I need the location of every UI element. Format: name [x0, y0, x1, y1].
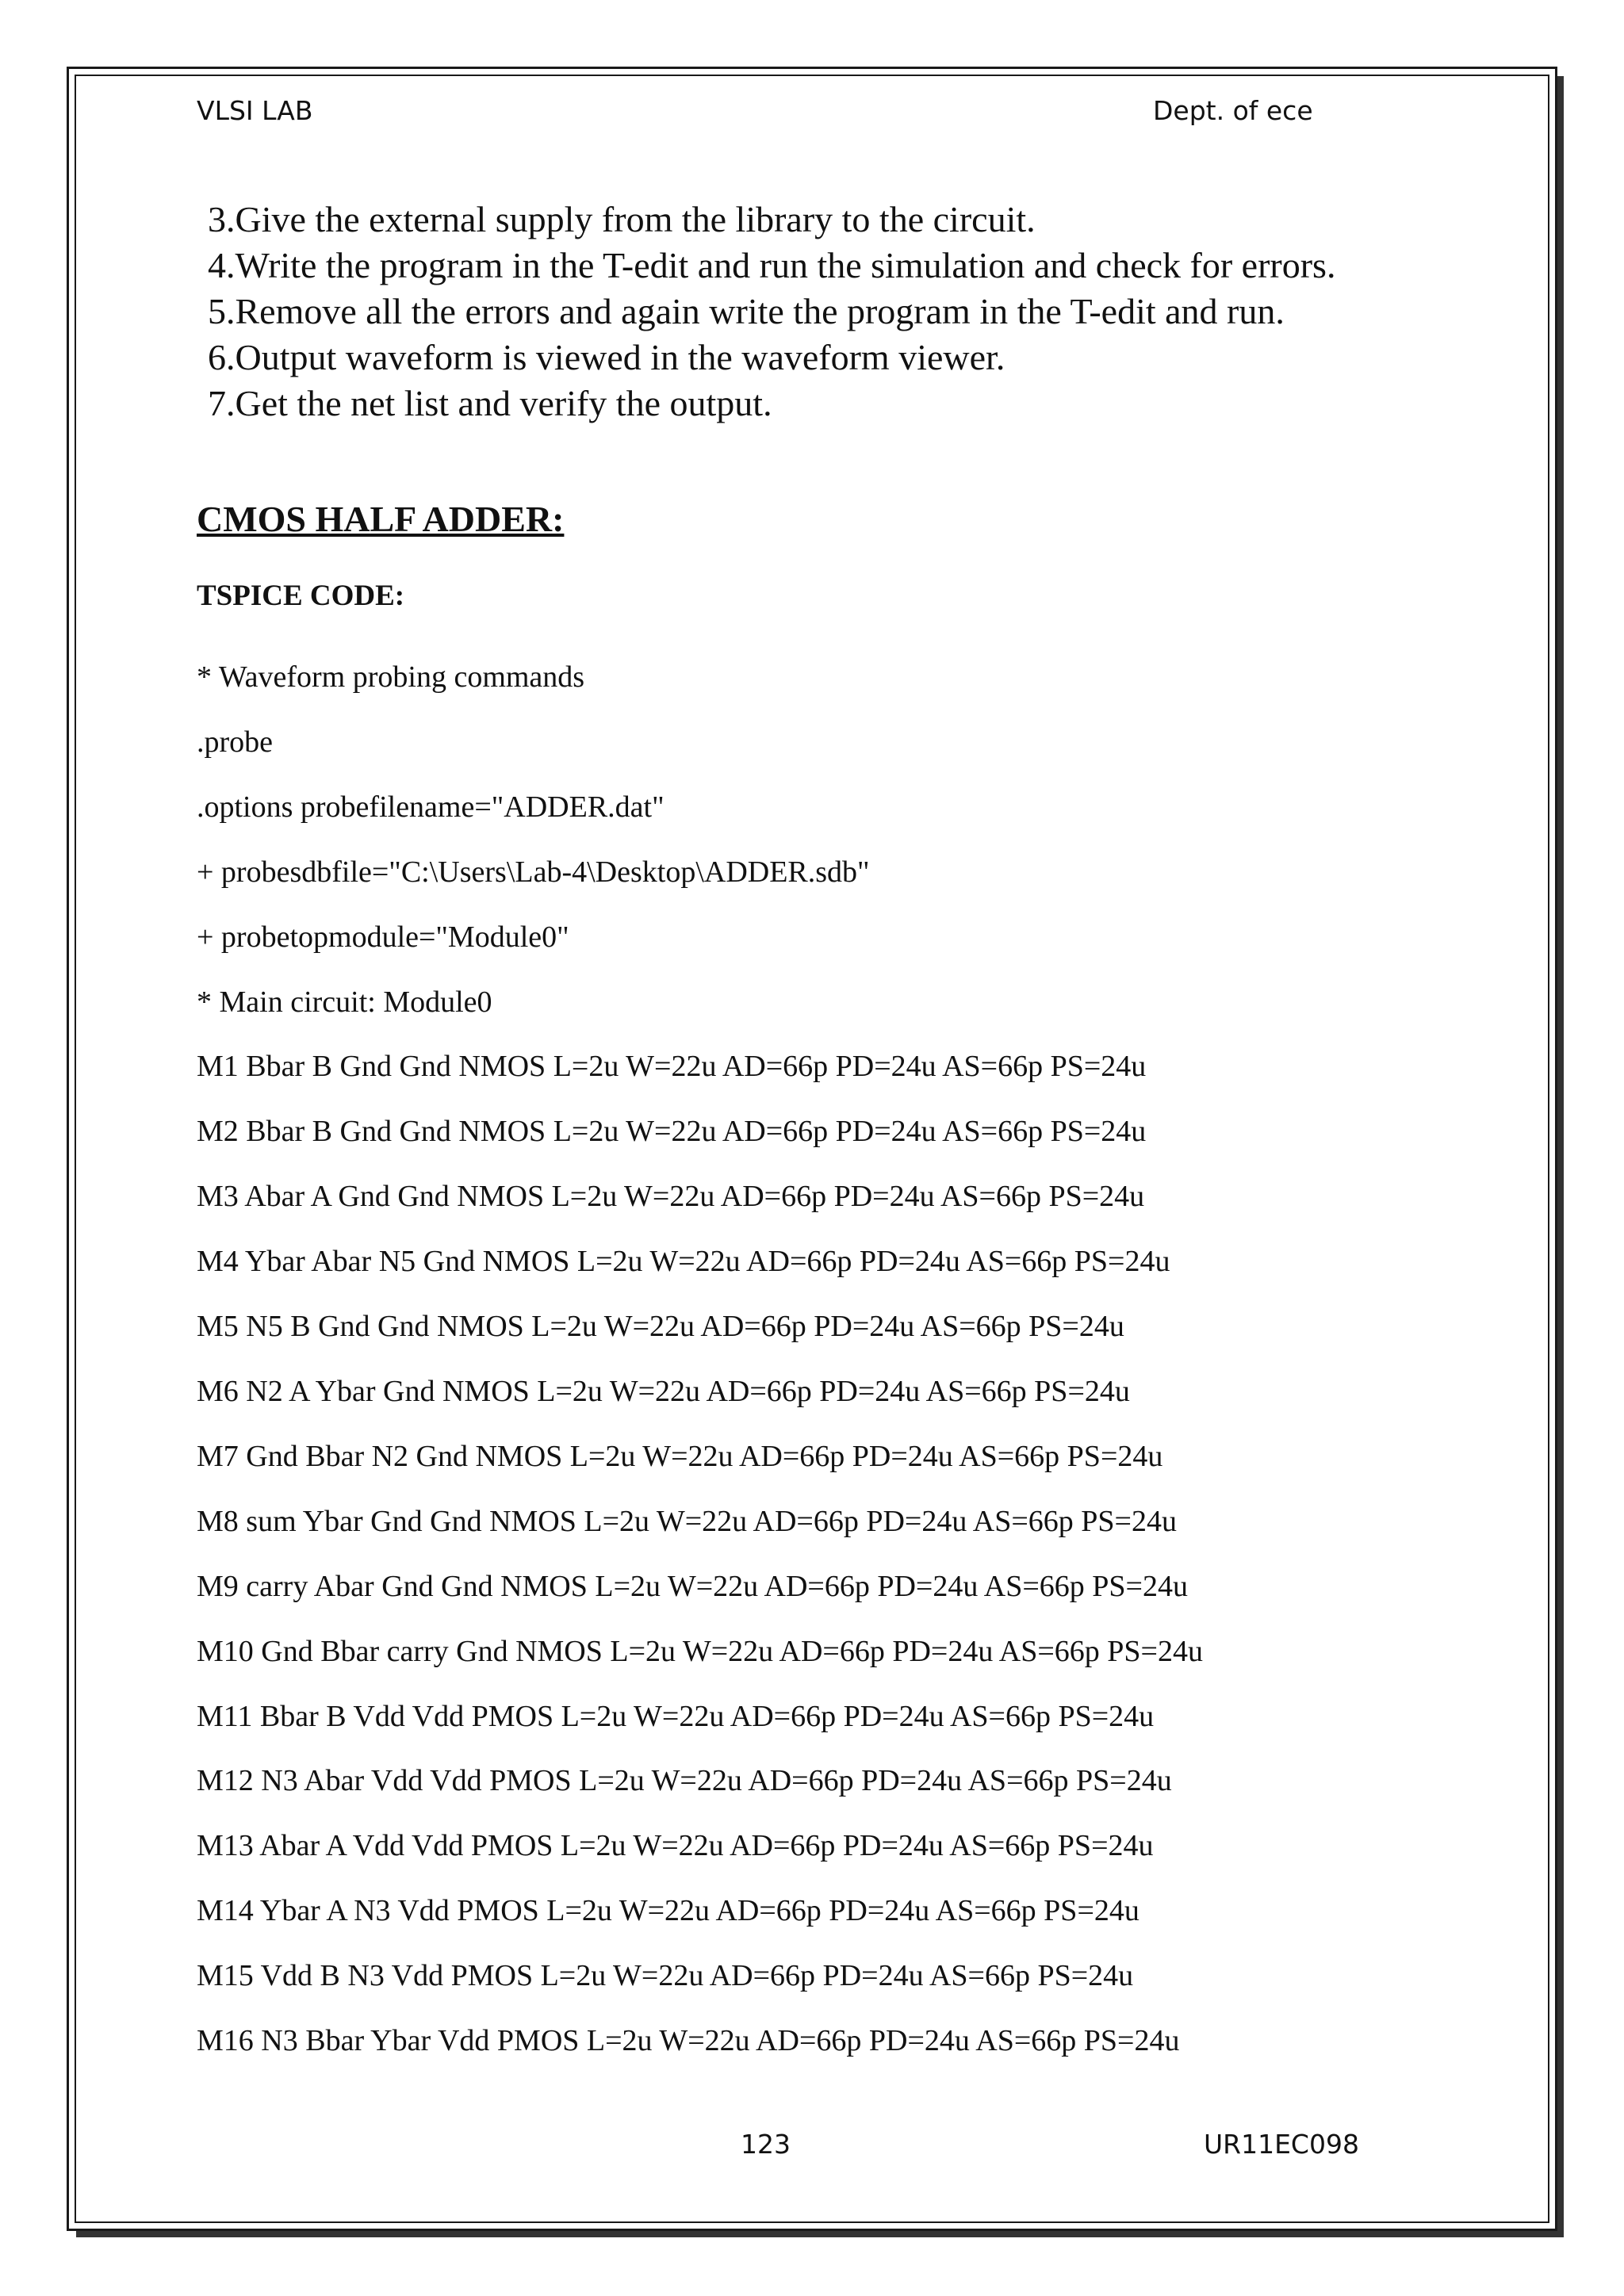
code-line: * Main circuit: Module0	[197, 985, 492, 1019]
code-line: M13 Abar A Vdd Vdd PMOS L=2u W=22u AD=66p PD=24u AS=66p PS=24u	[197, 1829, 1154, 1863]
tspice-code	[197, 645, 1203, 2074]
code-line: M8 sum Ybar Gnd Gnd NMOS L=2u W=22u AD=66p PD=24u AS=66p PS=24u	[197, 1504, 1177, 1538]
procedure-step: 3.Give the external supply from the library to the circuit.	[208, 199, 1036, 239]
code-line: + probetopmodule="Module0"	[197, 920, 569, 954]
code-line: M6 N2 A Ybar Gnd NMOS L=2u W=22u AD=66p PD=24u AS=66p PS=24u	[197, 1374, 1130, 1408]
header-lab-name: VLSI LAB	[197, 95, 313, 126]
code-line: M12 N3 Abar Vdd Vdd PMOS L=2u W=22u AD=66p PD=24u AS=66p PS=24u	[197, 1764, 1172, 1798]
page-number: 123	[741, 2129, 791, 2160]
code-line: M1 Bbar B Gnd Gnd NMOS L=2u W=22u AD=66p PD=24u AS=66p PS=24u	[197, 1050, 1147, 1084]
code-line: M5 N5 B Gnd Gnd NMOS L=2u W=22u AD=66p PD=24u AS=66p PS=24u	[197, 1310, 1124, 1344]
code-line: M9 carry Abar Gnd Gnd NMOS L=2u W=22u AD=66p PD=24u AS=66p PS=24u	[197, 1569, 1188, 1603]
procedure-steps	[208, 197, 1335, 427]
header-department: Dept. of ece	[1153, 95, 1313, 126]
code-line: + probesdbfile="C:\Users\Lab-4\Desktop\ADDER.sdb"	[197, 855, 870, 889]
code-line: M14 Ybar A N3 Vdd PMOS L=2u W=22u AD=66p PD=24u AS=66p PS=24u	[197, 1894, 1139, 1928]
page-border-shadow-right	[1557, 76, 1564, 2237]
page-border-shadow-bottom	[76, 2231, 1564, 2237]
procedure-step: 6.Output waveform is viewed in the waveform viewer.	[208, 337, 1005, 377]
code-line: M3 Abar A Gnd Gnd NMOS L=2u W=22u AD=66p PD=24u AS=66p PS=24u	[197, 1180, 1145, 1214]
procedure-step: 5.Remove all the errors and again write the program in the T-edit and run.	[208, 291, 1285, 331]
code-line: M2 Bbar B Gnd Gnd NMOS L=2u W=22u AD=66p PD=24u AS=66p PS=24u	[197, 1115, 1147, 1149]
code-line: M16 N3 Bbar Ybar Vdd PMOS L=2u W=22u AD=66p PD=24u AS=66p PS=24u	[197, 2024, 1180, 2058]
code-line: M15 Vdd B N3 Vdd PMOS L=2u W=22u AD=66p PD=24u AS=66p PS=24u	[197, 1959, 1134, 1993]
code-line: M4 Ybar Abar N5 Gnd NMOS L=2u W=22u AD=66p PD=24u AS=66p PS=24u	[197, 1245, 1170, 1279]
roll-number: UR11EC098	[1204, 2129, 1359, 2160]
code-line: M7 Gnd Bbar N2 Gnd NMOS L=2u W=22u AD=66p PD=24u AS=66p PS=24u	[197, 1439, 1163, 1473]
procedure-step: 4.Write the program in the T-edit and run the simulation and check for errors.	[208, 245, 1336, 285]
code-line: M10 Gnd Bbar carry Gnd NMOS L=2u W=22u AD=66p PD=24u AS=66p PS=24u	[197, 1634, 1203, 1668]
code-subtitle: TSPICE CODE:	[197, 580, 405, 612]
procedure-step: 7.Get the net list and verify the output.	[208, 383, 772, 423]
section-title: CMOS HALF ADDER:	[197, 499, 565, 539]
code-line: * Waveform probing commands	[197, 660, 585, 694]
code-line: .options probefilename="ADDER.dat"	[197, 790, 665, 824]
code-line: M11 Bbar B Vdd Vdd PMOS L=2u W=22u AD=66p PD=24u AS=66p PS=24u	[197, 1699, 1155, 1733]
code-line: .probe	[197, 725, 274, 759]
